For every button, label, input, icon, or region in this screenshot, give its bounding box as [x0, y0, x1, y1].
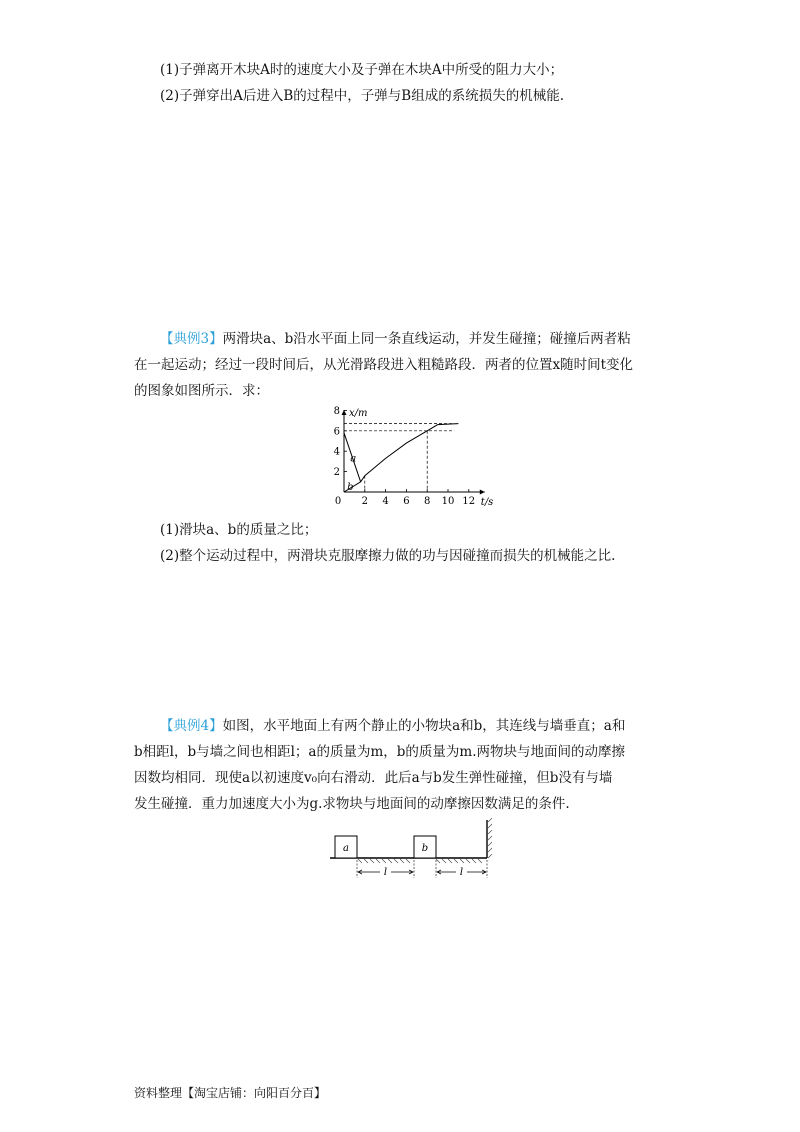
sub-question-1: (1)子弹离开木块A时的速度大小及子弹在木块A中所受的阻力大小；	[160, 62, 564, 78]
x-tick-label: 2	[361, 496, 368, 507]
ground-hatching	[358, 859, 482, 863]
y-tick-label: 2	[333, 467, 340, 479]
example-4-line-4: 发生碰撞．重力加速度大小为g.求物块与地面间的动摩擦因数满足的条件.	[134, 796, 570, 812]
x-tick-label: 6	[403, 496, 410, 507]
example-3-line-2: 在一起运动；经过一段时间后，从光滑路段进入粗糙路段．两者的位置x随时间t变化	[134, 357, 634, 373]
example-4-tag: 【典例4】	[160, 718, 223, 734]
footer-note: 资料整理【淘宝店铺：向阳百分百】	[134, 1086, 327, 1100]
series-line-combined	[361, 424, 459, 482]
sub-question-2: (2)子弹穿出A后进入B的过程中，子弹与B组成的系统损失的机械能.	[160, 88, 565, 104]
y-tick-label: 6	[333, 426, 340, 438]
example-4-text-1: 如图，水平地面上有两个静止的小物块a和b，其连线与墙垂直；a和	[222, 718, 626, 734]
x-axis-label: t/s	[480, 497, 494, 508]
example-3-text-1: 两滑块a、b沿水平面上同一条直线运动，并发生碰撞；碰撞后两者粘	[222, 331, 631, 347]
x-tick-label: 0	[334, 496, 342, 507]
dimension-arrows	[358, 870, 486, 874]
x-axis-arrow	[480, 490, 485, 495]
y-axis-label: x/m	[349, 408, 368, 419]
distance-label-2: l	[459, 867, 464, 878]
example-3-tag: 【典例3】	[160, 331, 223, 347]
blocks-wall-figure	[325, 818, 500, 884]
example-3-line-3: 的图象如图所示．求：	[134, 383, 269, 399]
example-3-line-1	[160, 329, 631, 349]
x-tick-label: 10	[441, 496, 455, 507]
x-tick-label: 8	[424, 496, 431, 507]
x-tick-label: 4	[382, 496, 389, 507]
x-tick-label: 12	[462, 496, 476, 507]
distance-label-1: l	[383, 867, 388, 878]
dimension-ticks	[357, 860, 487, 878]
y-tick-label: 8	[333, 405, 340, 417]
example-3-sub-1: (1)滑块a、b的质量之比；	[160, 522, 318, 538]
wall-hatching	[488, 818, 492, 858]
position-time-chart	[320, 404, 510, 514]
example-4-line-3: 因数均相同．现使a以初速度v₀向右滑动．此后a与b发生弹性碰撞，但b没有与墙	[134, 770, 613, 786]
block-a-label: a	[343, 843, 349, 854]
example-3-sub-2: (2)整个运动过程中，两滑块克服摩擦力做的功与因碰撞而损失的机械能之比.	[160, 548, 616, 564]
y-tick-label: 4	[333, 446, 340, 458]
series-label-b: b	[347, 481, 354, 493]
series-label-a: a	[350, 453, 357, 465]
example-4-line-1	[160, 716, 625, 736]
example-4-line-2: b相距l，b与墙之间也相距l；a的质量为m，b的质量为m.两物块与地面间的动摩擦	[134, 744, 626, 760]
block-b-label: b	[421, 843, 429, 854]
